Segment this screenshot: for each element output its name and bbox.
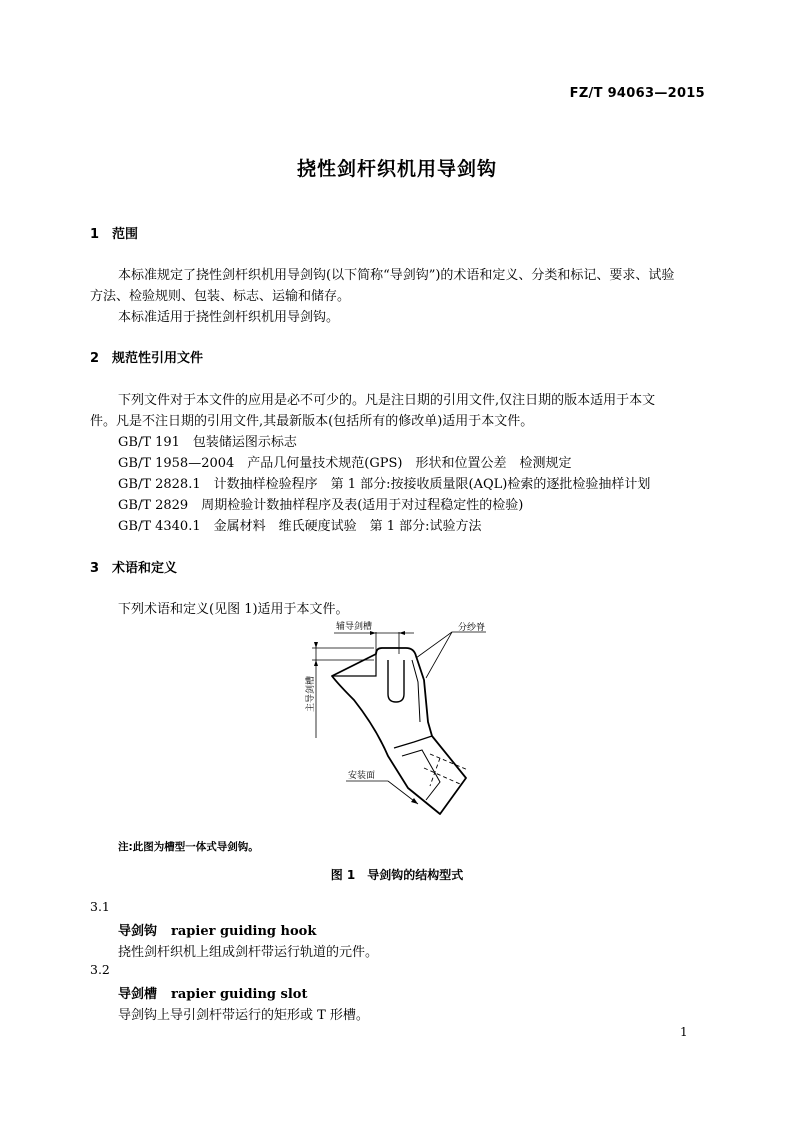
label-aux-slot: 辅导剑槽 bbox=[336, 622, 373, 632]
section-1-para2: 本标准适用于挠性剑杆织机用导剑钩。 bbox=[118, 310, 340, 325]
term-definition: 挠性剑杆织机上组成剑杆带运行轨道的元件。 bbox=[118, 945, 379, 960]
term-heading bbox=[118, 920, 316, 939]
section-2-para-line2: 件。凡是不注日期的引用文件,其最新版本(包括所有的修改单)适用于本文件。 bbox=[90, 414, 534, 429]
rapier-hook-figure bbox=[290, 618, 510, 823]
reference-item: GB/T 2829 周期检验计数抽样程序及表(适用于对过程稳定性的检验) bbox=[118, 498, 524, 513]
reference-item: GB/T 4340.1 金属材料 维氏硬度试验 第 1 部分:试验方法 bbox=[118, 519, 482, 534]
term-number: 3.1 bbox=[90, 899, 110, 914]
reference-item: GB/T 1958—2004 产品几何量技术规范(GPS) 形状和位置公差 检测规定 bbox=[118, 456, 572, 471]
term-cn: 导剑钩 bbox=[118, 924, 158, 939]
label-main-slot: 主导剑槽 bbox=[306, 676, 316, 713]
section-2-para-line1: 下列文件对于本文件的应用是必不可少的。凡是注日期的引用文件,仅注日期的版本适用于本文 bbox=[118, 393, 656, 408]
section-1-heading bbox=[90, 223, 138, 242]
section-number: 3 bbox=[90, 561, 100, 576]
section-3-heading bbox=[90, 557, 177, 576]
section-2-heading bbox=[90, 347, 203, 366]
label-mount-face: 安装面 bbox=[348, 771, 376, 781]
term-cn: 导剑槽 bbox=[118, 987, 158, 1002]
term-definition: 导剑钩上导引剑杆带运行的矩形或 T 形槽。 bbox=[118, 1008, 369, 1023]
section-title: 术语和定义 bbox=[112, 561, 178, 576]
section-3-intro: 下列术语和定义(见图 1)适用于本文件。 bbox=[118, 602, 349, 617]
term-en: rapier guiding hook bbox=[171, 924, 317, 939]
section-1-para1-line1: 本标准规定了挠性剑杆织机用导剑钩(以下简称“导剑钩”)的术语和定义、分类和标记、要求、试验 bbox=[118, 268, 675, 283]
reference-item: GB/T 2828.1 计数抽样检验程序 第 1 部分:按接收质量限(AQL)检索的逐批检验抽样计划 bbox=[118, 477, 651, 492]
figure-caption: 图 1 导剑钩的结构型式 bbox=[330, 868, 464, 882]
section-1-para1-line2: 方法、检验规则、包装、标志、运输和储存。 bbox=[90, 289, 351, 304]
figure-note: 注:此图为槽型一体式导剑钩。 bbox=[118, 841, 259, 853]
section-number: 2 bbox=[90, 351, 100, 366]
page-title: 挠性剑杆织机用导剑钩 bbox=[296, 158, 497, 180]
term-heading bbox=[118, 983, 307, 1002]
term-number: 3.2 bbox=[90, 962, 110, 977]
section-title: 范围 bbox=[112, 227, 139, 242]
term-en: rapier guiding slot bbox=[171, 987, 308, 1002]
label-yarn-ridge: 分纱脊 bbox=[458, 623, 486, 633]
standard-code: FZ/T 94063—2015 bbox=[569, 86, 705, 101]
page-number: 1 bbox=[680, 1025, 688, 1039]
section-number: 1 bbox=[90, 227, 100, 242]
section-title: 规范性引用文件 bbox=[112, 351, 204, 366]
reference-item: GB/T 191 包装储运图示标志 bbox=[118, 435, 297, 450]
